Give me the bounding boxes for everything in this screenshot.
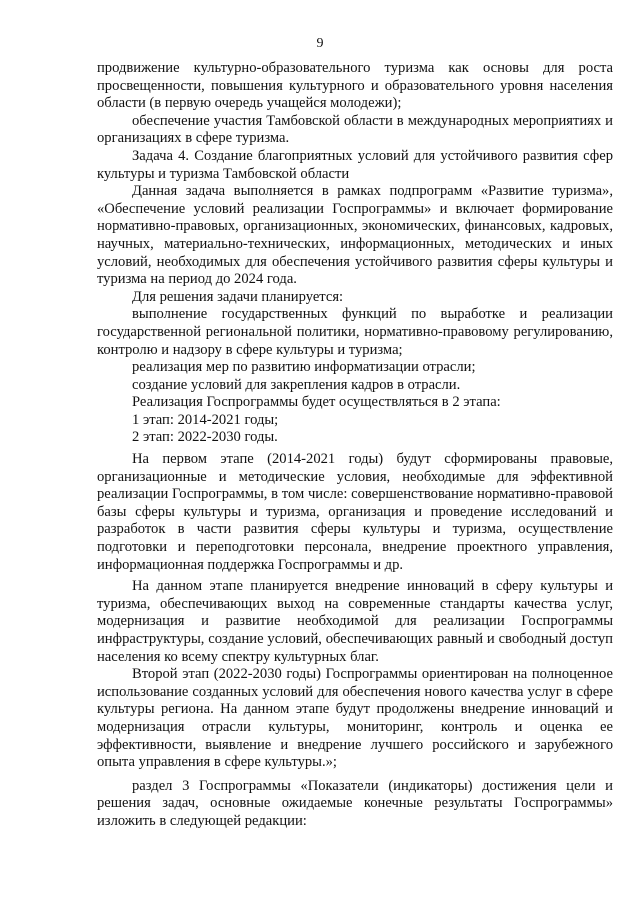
paragraph-first-stage: На первом этапе (2014-2021 годы) будут сформированы правовые, организационные и методические условия, необходимые для эффективной реализации Госпрограммы, в том числе: совершенствование нормативно-правовой базы сферы культуры и туризма, организация и проведение исследований и разработок в части развития сферы культуры и туризма, осуществление подготовки и переподготовки персонала, внедрение проектного управления, информационная поддержка Госпрограммы и др.	[97, 451, 613, 573]
list-item-state-functions: выполнение государственных функций по выработке и реализации государственной региональной политики, нормативно-правовому регулированию, контролю и надзору в сфере культуры и туризма;	[97, 306, 613, 358]
paragraph-international-participation: обеспечение участия Тамбовской области в международных мероприятиях и организациях в сфере туризма.	[97, 112, 613, 147]
paragraph-stages-intro: Реализация Госпрограммы будет осуществляться в 2 этапа:	[132, 394, 501, 411]
paragraph-task-description: Данная задача выполняется в рамках подпрограмм «Развитие туризма», «Обеспечение условий реализации Госпрограммы» и включает формирование нормативно-правовых, организационных, экономических, финансовых, кадровых, научных, материально-технических, информационных, методических и иных условий, необходимых для обеспечения устойчивого развития сферы культуры и туризма на период до 2024 года.	[97, 183, 613, 288]
page-number: 9	[316, 36, 324, 51]
task-4-heading: Задача 4. Создание благоприятных условий для устойчивого развития сфер культуры и туризма Тамбовской области	[97, 147, 613, 182]
paragraph-second-stage: Второй этап (2022-2030 годы) Госпрограммы ориентирован на полноценное использование созданных условий для обеспечения нового качества услуг в сфере культуры региона. На данном этапе будут продолжены внедрение инноваций и модернизация отрасли культуры, мониторинг, контроль и оценка ее эффективности, выявление и внедрение лучшего российского и зарубежного опыта управления в сфере культуры.»;	[97, 666, 613, 771]
paragraph-planned-intro: Для решения задачи планируется:	[132, 288, 344, 305]
paragraph-continuation: продвижение культурно-образовательного туризма как основы для роста просвещенности, повышения культурного и образовательного уровня населения области (в первую очередь учащейся молодежи);	[97, 60, 613, 112]
list-item-personnel: создание условий для закрепления кадров в отрасли.	[132, 376, 461, 393]
list-item-informatization: реализация мер по развитию информатизации отрасли;	[132, 359, 476, 376]
document-body	[97, 60, 613, 831]
paragraph-section-3: раздел 3 Госпрограммы «Показатели (индикаторы) достижения цели и решения задач, основные ожидаемые конечные результаты Госпрограммы» изложить в следующей редакции:	[97, 777, 613, 829]
paragraph-innovations: На данном этапе планируется внедрение инноваций в сферу культуры и туризма, обеспечивающих выход на современные стандарты качества услуг, модернизация и развитие необходимой для реализации Госпрограммы инфраструктуры, создание условий, обеспечивающих равный и свободный доступ населения ко всему спектру культурных благ.	[97, 578, 613, 665]
stage-2-line: 2 этап: 2022-2030 годы.	[132, 429, 278, 446]
stage-1-line: 1 этап: 2014-2021 годы;	[132, 411, 279, 428]
